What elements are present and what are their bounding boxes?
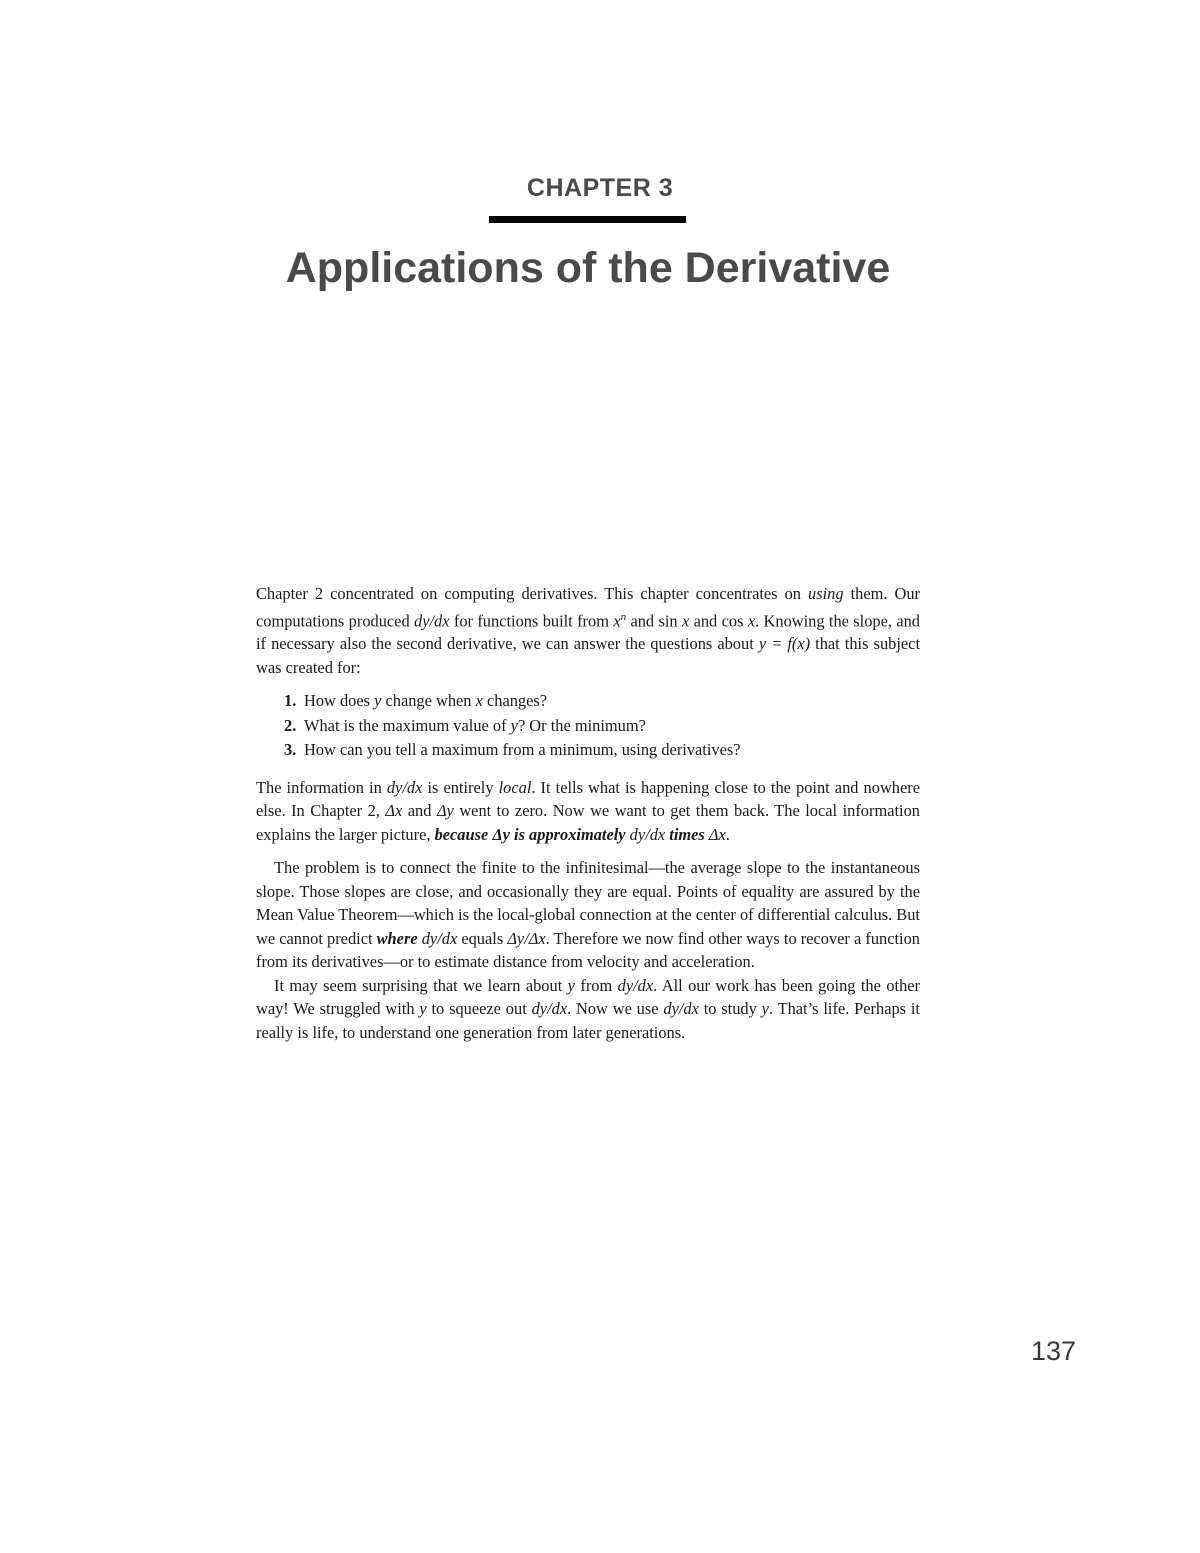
list-number: 1. <box>284 691 297 711</box>
list-number: 2. <box>284 715 297 735</box>
list-number: 3. <box>284 740 297 760</box>
list-item <box>284 714 920 739</box>
life-paragraph: It may seem surprising that we learn about y from dy/dx. All our work has been going the other way! We struggled with y to squeeze out dy/dx. Now we use dy/dx to study y. That’s life. Perhaps it really is life, to understand one generation from later generations. <box>256 975 920 1042</box>
list-text: How does y change when x changes? <box>304 691 548 711</box>
chapter-body <box>256 582 920 1044</box>
intro-paragraph: Chapter 2 concentrated on computing derivatives. This chapter concentrates on using them. Our computations produced dy/dx for functions built from $x^n$ and sin x and cos x. Knowing the slope, and if necessary also the second derivative, we can answer the questions about y = f(x) that this subject was created for: <box>256 584 920 677</box>
chapter-title: Applications of the Derivative <box>285 244 891 292</box>
chapter-label: CHAPTER 3 <box>526 174 674 202</box>
list-item <box>284 738 920 763</box>
local-paragraph: The information in dy/dx is entirely local. It tells what is happening close to the point and nowhere else. In Chapter 2, Δx and Δy went to zero. Now we want to get them back. The local information explains the larger picture, because Δy is approximately dy/dx times Δx. <box>256 777 920 844</box>
list-text: How can you tell a maximum from a minimum, using derivatives? <box>304 740 741 760</box>
list-text: What is the maximum value of y? Or the minimum? <box>304 715 646 735</box>
chapter-rule <box>489 216 686 223</box>
question-list <box>256 689 920 763</box>
problem-paragraph: The problem is to connect the finite to the infinitesimal—the average slope to the instantaneous slope. Those slopes are close, and occasionally they are equal. Points of equality are assured by the Mean Value Theorem—which is the local-global connection at the center of differential calculus. But we cannot predict where dy/dx equals Δy/Δx. Therefore we now find other ways to recover a function from its derivatives—or to estimate distance from velocity and acceleration. <box>256 858 920 972</box>
list-item <box>284 689 920 714</box>
page-number: 137 <box>1030 1336 1076 1366</box>
